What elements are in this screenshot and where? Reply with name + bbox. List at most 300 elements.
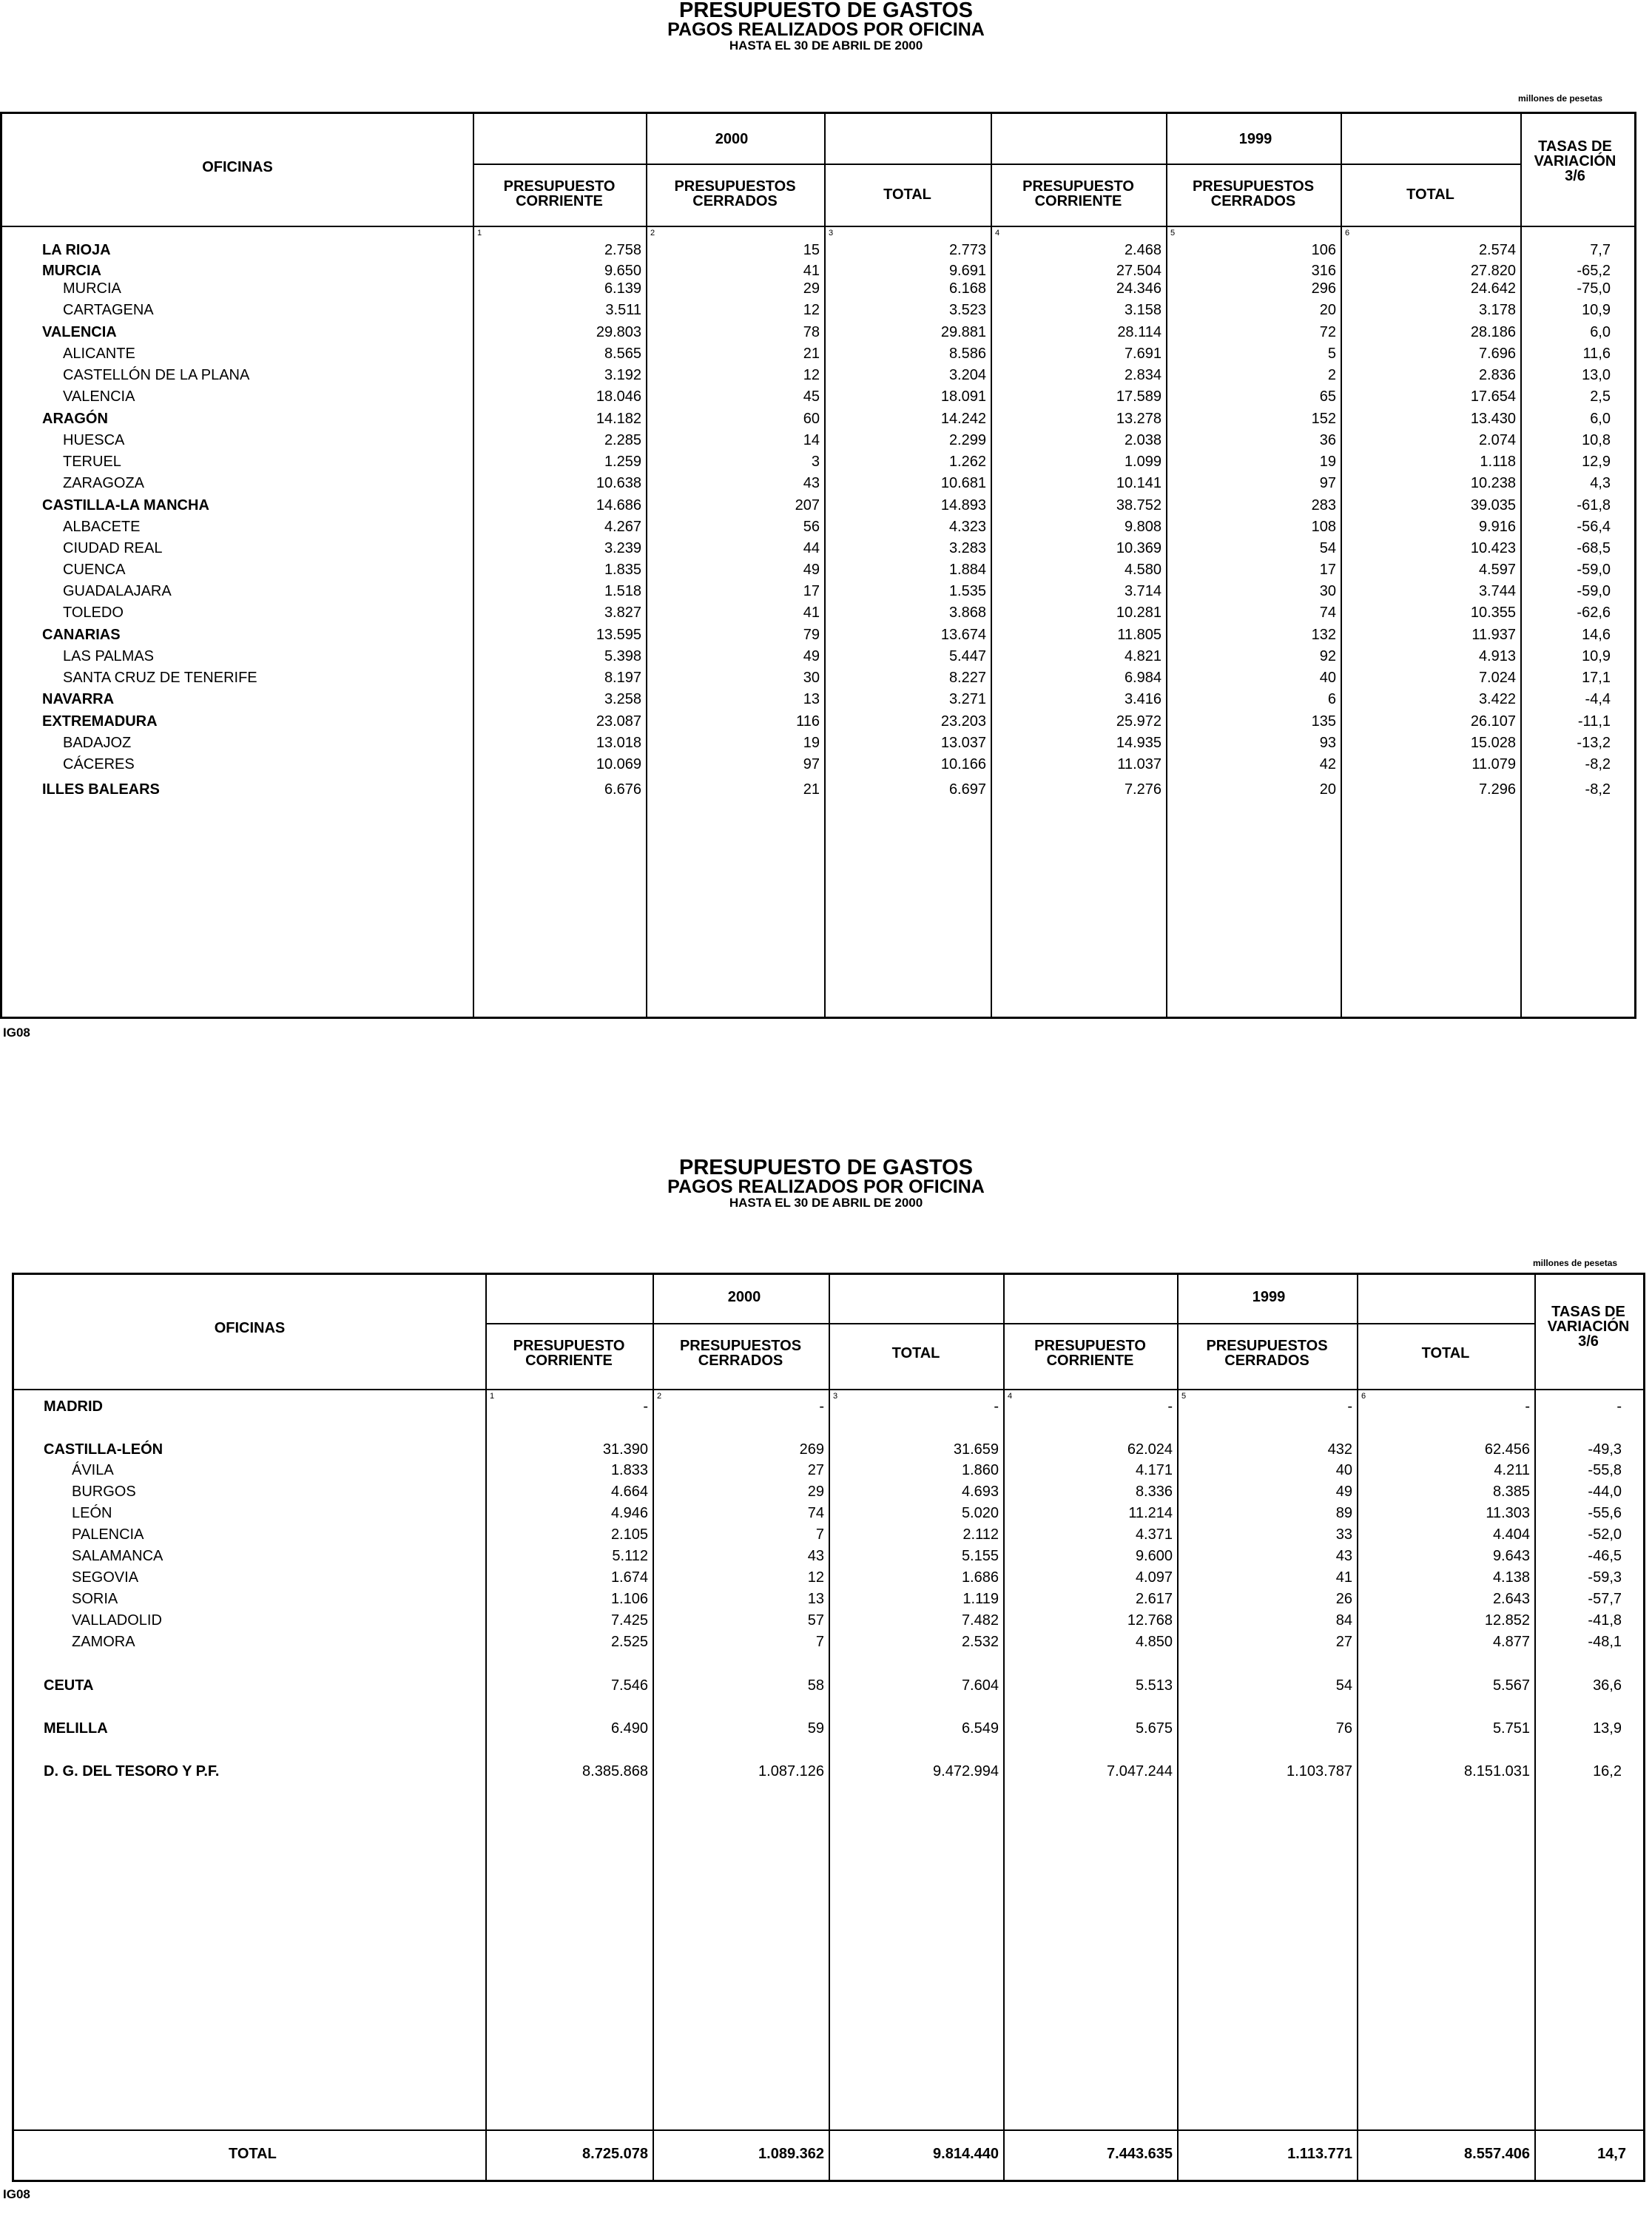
row-value-3: 3.868 (948, 605, 986, 621)
row-value-5: 54 (1335, 1677, 1352, 1694)
row-value-6: 2.074 (1478, 432, 1516, 448)
col-number-3: 3 (829, 229, 834, 238)
row-value-1: 10.638 (596, 475, 641, 491)
row-value-7: 14,6 (1582, 627, 1611, 643)
row-value-2: 78 (803, 324, 820, 340)
row-value-6: 4.597 (1478, 562, 1516, 578)
row-value-4: - (1167, 1398, 1173, 1415)
office-row (14, 1633, 1643, 1651)
col-header-1-p2: PRESUPUESTO CORRIENTE (513, 1338, 625, 1369)
row-value-2: 1.087.126 (758, 1763, 824, 1779)
row-value-2: 7 (815, 1634, 824, 1650)
row-label: VALENCIA (42, 324, 117, 340)
row-value-2: 58 (807, 1677, 824, 1694)
row-value-4: 62.024 (1127, 1441, 1173, 1458)
row-value-7: 17,1 (1582, 670, 1611, 686)
office-row (14, 1547, 1643, 1565)
row-value-3: 9.472.994 (933, 1763, 999, 1779)
row-value-7: 16,2 (1593, 1763, 1622, 1779)
page2-title: PRESUPUESTO DE GASTOS (679, 1156, 973, 1179)
row-value-1: 23.087 (596, 713, 641, 730)
row-value-6: 9.643 (1492, 1548, 1530, 1564)
row-value-3: 7.604 (961, 1677, 999, 1694)
row-label: GUADALAJARA (63, 583, 172, 599)
row-value-5: 72 (1319, 324, 1336, 340)
row-value-2: 30 (803, 670, 820, 686)
col-number-3-p2: 3 (833, 1392, 838, 1401)
row-value-2: 3 (811, 454, 820, 470)
row-value-3: 14.242 (940, 411, 986, 427)
row-value-5: 92 (1319, 648, 1336, 664)
row-value-4: 3.416 (1124, 691, 1162, 707)
tasas-header-p2: TASAS DE VARIACIÓN 3/6 (1547, 1304, 1630, 1350)
col-header-1: PRESUPUESTO CORRIENTE (503, 178, 616, 209)
total-value-2: 1.089.362 (758, 2146, 824, 2162)
region-row (14, 1398, 1643, 1415)
col-number-6: 6 (1345, 229, 1350, 238)
page1-title: PRESUPUESTO DE GASTOS (679, 0, 973, 22)
row-label: CIUDAD REAL (63, 540, 163, 556)
row-value-4: 28.114 (1117, 324, 1162, 340)
col-number-5: 5 (1170, 229, 1176, 238)
row-value-7: -59,0 (1577, 562, 1611, 578)
row-value-2: 41 (803, 263, 820, 279)
region-row (2, 410, 1634, 428)
row-value-1: 5.112 (612, 1548, 648, 1564)
row-value-7: -8,2 (1585, 781, 1611, 798)
row-value-6: 3.422 (1478, 691, 1516, 707)
page2-units: millones de pesetas (1533, 1258, 1618, 1268)
row-value-7: -55,6 (1588, 1505, 1622, 1521)
row-value-1: 8.565 (604, 346, 641, 362)
row-label: MURCIA (42, 263, 101, 279)
row-value-6: 62.456 (1484, 1441, 1530, 1458)
row-value-6: 1.118 (1480, 454, 1516, 470)
office-row (14, 1483, 1643, 1501)
oficinas-header: OFICINAS (202, 159, 273, 175)
row-value-1: 2.758 (604, 242, 641, 258)
row-value-3: 13.674 (940, 627, 986, 643)
total-label: TOTAL (229, 2146, 277, 2162)
row-value-5: 5 (1327, 346, 1336, 362)
col-number-5-p2: 5 (1181, 1392, 1187, 1401)
row-label: CASTILLA-LA MANCHA (42, 497, 209, 513)
total-value-3: 9.814.440 (933, 2146, 999, 2162)
row-label: CASTILLA-LEÓN (44, 1441, 163, 1458)
row-value-2: 41 (803, 605, 820, 621)
row-value-5: 49 (1335, 1484, 1352, 1500)
col-header-4: PRESUPUESTO CORRIENTE (1022, 178, 1134, 209)
row-value-6: 5.567 (1492, 1677, 1530, 1694)
row-value-6: 11.937 (1471, 627, 1516, 643)
row-value-7: -59,3 (1588, 1569, 1622, 1586)
row-value-7: -59,0 (1577, 583, 1611, 599)
tasas-header: TASAS DE VARIACIÓN 3/6 (1534, 138, 1616, 184)
total-value-1: 8.725.078 (582, 2146, 648, 2162)
row-value-4: 4.821 (1124, 648, 1162, 664)
row-value-4: 4.580 (1124, 562, 1162, 578)
row-value-7: -56,4 (1577, 519, 1611, 535)
row-value-4: 2.617 (1135, 1591, 1173, 1607)
row-value-3: 6.697 (948, 781, 986, 798)
row-value-7: -41,8 (1588, 1612, 1622, 1629)
office-row (14, 1526, 1643, 1543)
total-value-6: 8.557.406 (1464, 2146, 1530, 2162)
row-value-7: -49,3 (1588, 1441, 1622, 1458)
row-value-7: 11,6 (1582, 346, 1611, 362)
row-value-2: 97 (803, 756, 820, 772)
row-value-6: 15.028 (1470, 735, 1516, 751)
row-value-6: 4.913 (1478, 648, 1516, 664)
region-row (2, 713, 1634, 730)
row-value-5: 89 (1335, 1505, 1352, 1521)
row-value-6: 5.751 (1492, 1720, 1530, 1737)
row-value-5: 40 (1319, 670, 1336, 686)
row-label: MELILLA (44, 1720, 108, 1737)
office-row (2, 604, 1634, 622)
row-value-3: 1.262 (948, 454, 986, 470)
row-value-5: 108 (1311, 519, 1336, 535)
row-value-7: -61,8 (1577, 497, 1611, 513)
row-value-4: 5.675 (1135, 1720, 1173, 1737)
row-value-3: 6.168 (948, 280, 986, 297)
row-value-6: 4.138 (1492, 1569, 1530, 1586)
row-value-3: 4.693 (961, 1484, 999, 1500)
row-value-5: 283 (1311, 497, 1336, 513)
row-label: SORIA (72, 1591, 118, 1607)
row-value-5: - (1347, 1398, 1352, 1415)
page1-table (0, 112, 1636, 1019)
row-value-7: 10,9 (1582, 648, 1611, 664)
row-value-1: 9.650 (604, 263, 641, 279)
row-value-7: 36,6 (1593, 1677, 1622, 1694)
col-header-5-p2: PRESUPUESTOS CERRADOS (1206, 1338, 1328, 1369)
row-value-3: 6.549 (961, 1720, 999, 1737)
row-value-6: 10.355 (1470, 605, 1516, 621)
row-label: D. G. DEL TESORO Y P.F. (44, 1763, 220, 1779)
page2-table (12, 1273, 1645, 2182)
office-row (2, 301, 1634, 319)
row-value-6: 4.211 (1494, 1462, 1530, 1478)
row-label: VALENCIA (63, 388, 135, 405)
row-value-3: 8.586 (948, 346, 986, 362)
row-value-4: 3.714 (1124, 583, 1162, 599)
row-value-5: 1.103.787 (1287, 1763, 1352, 1779)
row-value-7: 13,0 (1582, 367, 1611, 383)
year-1999-header: 1999 (1238, 131, 1272, 147)
row-value-1: 7.546 (610, 1677, 648, 1694)
row-value-2: 15 (803, 242, 820, 258)
row-value-5: 27 (1335, 1634, 1352, 1650)
row-value-4: 14.935 (1116, 735, 1162, 751)
row-value-6: 4.877 (1492, 1634, 1530, 1650)
office-row (2, 669, 1634, 687)
row-value-1: 13.595 (596, 627, 641, 643)
row-value-7: -11,1 (1577, 713, 1611, 730)
row-label: TOLEDO (63, 605, 124, 621)
row-value-1: 10.069 (596, 756, 641, 772)
row-value-6: 7.024 (1478, 670, 1516, 686)
row-value-5: 43 (1335, 1548, 1352, 1564)
row-value-7: -13,2 (1577, 735, 1611, 751)
row-value-4: 10.281 (1116, 605, 1162, 621)
row-value-5: 74 (1319, 605, 1336, 621)
row-label: LAS PALMAS (63, 648, 155, 664)
row-value-1: 3.239 (604, 540, 641, 556)
row-value-2: - (819, 1398, 824, 1415)
row-value-4: 4.097 (1135, 1569, 1173, 1586)
row-value-2: 21 (803, 346, 820, 362)
row-label: SANTA CRUZ DE TENERIFE (63, 670, 257, 686)
row-value-7: 6,0 (1590, 324, 1611, 340)
row-value-2: 21 (803, 781, 820, 798)
row-value-7: -8,2 (1585, 756, 1611, 772)
row-value-2: 19 (803, 735, 820, 751)
row-value-3: 1.535 (948, 583, 986, 599)
region-row (2, 626, 1634, 644)
row-value-5: 432 (1327, 1441, 1352, 1458)
office-row (14, 1569, 1643, 1586)
page1-title-block (0, 0, 1652, 53)
region-row (14, 1441, 1643, 1458)
row-value-3: - (994, 1398, 999, 1415)
row-value-2: 45 (803, 388, 820, 405)
row-value-7: -4,4 (1585, 691, 1611, 707)
row-value-3: 1.686 (961, 1569, 999, 1586)
row-value-1: 8.197 (604, 670, 641, 686)
row-value-3: 5.155 (961, 1548, 999, 1564)
row-value-3: 23.203 (940, 713, 986, 730)
row-value-2: 49 (803, 648, 820, 664)
row-value-5: 40 (1335, 1462, 1352, 1478)
page1-code: IG08 (3, 1026, 30, 1040)
row-value-3: 2.299 (948, 432, 986, 448)
row-label: LA RIOJA (42, 242, 111, 258)
row-value-3: 18.091 (940, 388, 986, 405)
row-label: CARTAGENA (63, 302, 154, 318)
row-value-2: 60 (803, 411, 820, 427)
row-value-2: 14 (803, 432, 820, 448)
row-value-3: 1.884 (948, 562, 986, 578)
row-value-1: 2.105 (610, 1526, 648, 1543)
row-label: CEUTA (44, 1677, 94, 1694)
row-value-7: -65,2 (1577, 263, 1611, 279)
row-value-5: 76 (1335, 1720, 1352, 1737)
col-header-2-p2: PRESUPUESTOS CERRADOS (679, 1338, 802, 1369)
row-value-1: 31.390 (602, 1441, 648, 1458)
row-label: ÁVILA (72, 1462, 114, 1478)
row-value-4: 7.276 (1124, 781, 1162, 798)
region-row (2, 262, 1634, 280)
row-label: SEGOVIA (72, 1569, 139, 1586)
row-value-6: - (1525, 1398, 1530, 1415)
row-label: ALBACETE (63, 519, 141, 535)
row-value-7: 6,0 (1590, 411, 1611, 427)
row-value-2: 207 (795, 497, 820, 513)
row-value-5: 41 (1335, 1569, 1352, 1586)
row-value-3: 3.283 (948, 540, 986, 556)
row-value-2: 57 (807, 1612, 824, 1629)
row-value-4: 11.037 (1117, 756, 1162, 772)
region-row (2, 496, 1634, 514)
row-value-6: 10.423 (1470, 540, 1516, 556)
row-value-7: 7,7 (1590, 242, 1611, 258)
office-row (14, 1504, 1643, 1522)
oficinas-header-p2: OFICINAS (214, 1320, 286, 1336)
row-value-3: 5.020 (961, 1505, 999, 1521)
row-value-3: 1.119 (962, 1591, 999, 1607)
row-value-6: 8.385 (1492, 1484, 1530, 1500)
row-value-6: 3.744 (1478, 583, 1516, 599)
row-value-3: 10.166 (940, 756, 986, 772)
region-row (14, 1762, 1643, 1780)
row-value-6: 13.430 (1470, 411, 1516, 427)
row-value-1: 13.018 (596, 735, 641, 751)
row-value-2: 12 (807, 1569, 824, 1586)
office-row (2, 561, 1634, 579)
row-value-1: 1.835 (604, 562, 641, 578)
page2-subtitle: PAGOS REALIZADOS POR OFICINA (667, 1176, 985, 1197)
office-row (2, 539, 1634, 557)
region-row (2, 241, 1634, 259)
row-value-5: 316 (1311, 263, 1336, 279)
row-value-5: 17 (1319, 562, 1336, 578)
row-value-6: 12.852 (1484, 1612, 1530, 1629)
row-value-5: 26 (1335, 1591, 1352, 1607)
row-value-2: 43 (807, 1548, 824, 1564)
row-value-4: 2.468 (1124, 242, 1162, 258)
row-value-3: 9.691 (948, 263, 986, 279)
row-value-7: -57,7 (1588, 1591, 1622, 1607)
row-value-4: 24.346 (1116, 280, 1162, 297)
row-label: TERUEL (63, 454, 121, 470)
row-value-5: 6 (1327, 691, 1336, 707)
row-value-5: 2 (1327, 367, 1336, 383)
row-value-5: 132 (1311, 627, 1336, 643)
row-value-5: 19 (1319, 454, 1336, 470)
row-label: NAVARRA (42, 691, 115, 707)
office-row (2, 647, 1634, 665)
region-row (2, 690, 1634, 708)
col-header-6: TOTAL (1406, 186, 1454, 203)
row-label: BADAJOZ (63, 735, 132, 751)
page1-date: HASTA EL 30 DE ABRIL DE 2000 (729, 38, 923, 53)
total-value-5: 1.113.771 (1287, 2146, 1352, 2162)
row-value-2: 12 (803, 367, 820, 383)
office-row (2, 755, 1634, 773)
col-header-4-p2: PRESUPUESTO CORRIENTE (1034, 1338, 1146, 1369)
row-label: CUENCA (63, 562, 126, 578)
row-value-3: 29.881 (940, 324, 986, 340)
row-value-3: 31.659 (953, 1441, 999, 1458)
row-label: ALICANTE (63, 346, 135, 362)
year-2000-header-p2: 2000 (727, 1289, 761, 1305)
office-row (2, 474, 1634, 492)
row-value-3: 2.773 (948, 242, 986, 258)
office-row (2, 518, 1634, 536)
col-header-6-p2: TOTAL (1421, 1345, 1470, 1361)
row-value-2: 49 (803, 562, 820, 578)
row-label: ZARAGOZA (63, 475, 145, 491)
row-value-1: 8.385.868 (582, 1763, 648, 1779)
row-value-2: 43 (803, 475, 820, 491)
row-value-6: 4.404 (1492, 1526, 1530, 1543)
row-value-4: 27.504 (1116, 263, 1162, 279)
row-value-6: 39.035 (1470, 497, 1516, 513)
row-value-6: 11.303 (1486, 1505, 1530, 1521)
col-number-4: 4 (995, 229, 1000, 238)
row-value-1: 14.686 (596, 497, 641, 513)
row-label: CANARIAS (42, 627, 121, 643)
row-value-4: 2.038 (1124, 432, 1162, 448)
row-value-1: 1.674 (610, 1569, 648, 1586)
row-value-5: 20 (1319, 781, 1336, 798)
row-value-7: 12,9 (1582, 454, 1611, 470)
col-number-2: 2 (650, 229, 655, 238)
row-value-4: 1.099 (1124, 454, 1162, 470)
row-value-1: 18.046 (596, 388, 641, 405)
row-value-7: -46,5 (1588, 1548, 1622, 1564)
row-value-5: 97 (1319, 475, 1336, 491)
row-value-2: 29 (803, 280, 820, 297)
row-value-2: 27 (807, 1462, 824, 1478)
row-value-1: 7.425 (610, 1612, 648, 1629)
row-value-1: - (643, 1398, 648, 1415)
row-value-2: 13 (803, 691, 820, 707)
row-value-6: 27.820 (1470, 263, 1516, 279)
row-value-3: 2.532 (961, 1634, 999, 1650)
row-value-3: 3.271 (948, 691, 986, 707)
row-value-1: 4.664 (610, 1484, 648, 1500)
row-value-5: 84 (1335, 1612, 1352, 1629)
page1-units: millones de pesetas (1518, 93, 1603, 104)
row-value-7: -75,0 (1577, 280, 1611, 297)
row-value-4: 10.141 (1116, 475, 1162, 491)
row-value-1: 3.192 (604, 367, 641, 383)
row-value-6: 17.654 (1470, 388, 1516, 405)
row-value-7: 13,9 (1593, 1720, 1622, 1737)
row-value-7: 4,3 (1590, 475, 1611, 491)
row-value-7: 2,5 (1590, 388, 1611, 405)
year-2000-header: 2000 (715, 131, 749, 147)
row-value-4: 9.600 (1135, 1548, 1173, 1564)
row-label: MADRID (44, 1398, 103, 1415)
row-value-4: 13.278 (1116, 411, 1162, 427)
row-value-4: 7.047.244 (1107, 1763, 1173, 1779)
row-value-3: 1.860 (961, 1462, 999, 1478)
row-value-1: 1.518 (604, 583, 641, 599)
region-row (2, 323, 1634, 341)
total-row (14, 2145, 1643, 2163)
row-label: BURGOS (72, 1484, 136, 1500)
row-value-1: 4.946 (610, 1505, 648, 1521)
row-label: CASTELLÓN DE LA PLANA (63, 367, 250, 383)
office-row (2, 388, 1634, 405)
row-value-5: 106 (1311, 242, 1336, 258)
office-row (14, 1590, 1643, 1608)
row-value-4: 12.768 (1127, 1612, 1173, 1629)
office-row (2, 734, 1634, 752)
row-label: SALAMANCA (72, 1548, 163, 1564)
row-value-4: 17.589 (1116, 388, 1162, 405)
row-label: ZAMORA (72, 1634, 135, 1650)
office-row (14, 1461, 1643, 1479)
row-label: EXTREMADURA (42, 713, 158, 730)
row-value-5: 65 (1319, 388, 1336, 405)
row-value-4: 2.834 (1124, 367, 1162, 383)
row-value-7: -62,6 (1577, 605, 1611, 621)
row-label: CÁCERES (63, 756, 135, 772)
